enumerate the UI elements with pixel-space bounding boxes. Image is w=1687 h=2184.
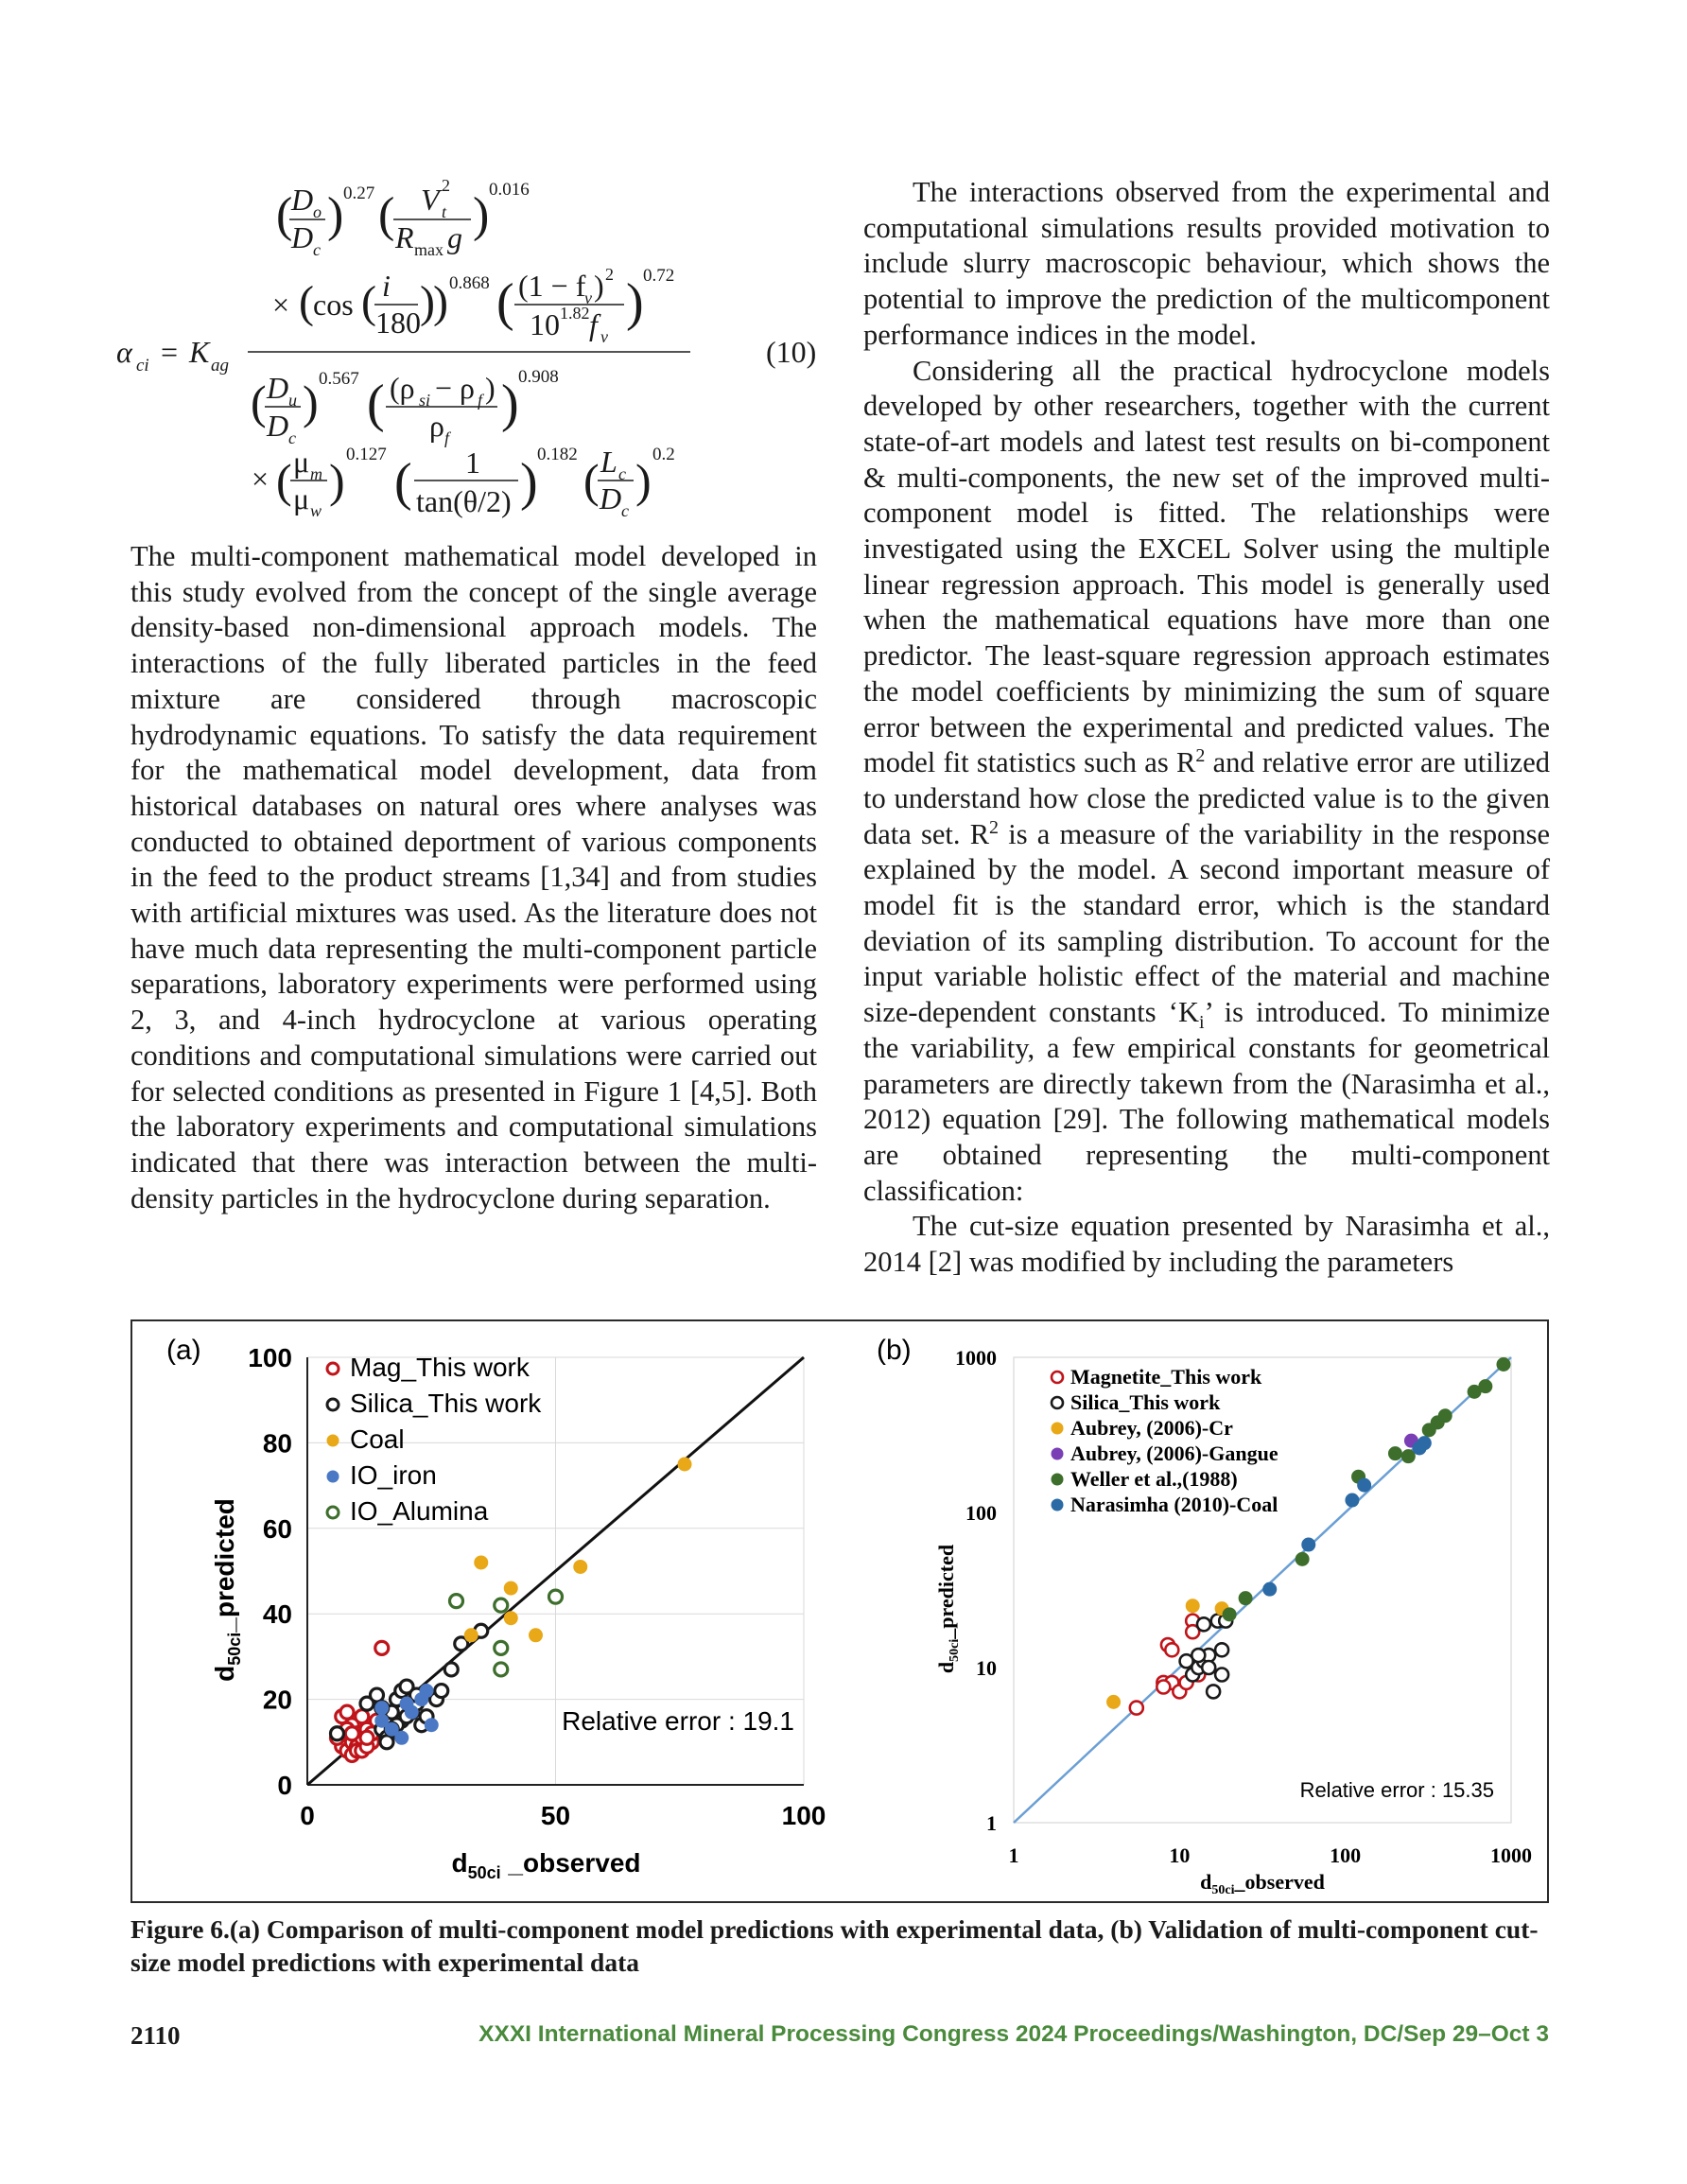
data-point-b xyxy=(1497,1358,1510,1372)
eq-fv2-sub: v xyxy=(600,327,608,346)
legend-label-b: Narasimha (2010)-Coal xyxy=(1070,1493,1278,1516)
right-paragraph-2 xyxy=(863,354,1550,1210)
data-point-b xyxy=(1157,1680,1170,1693)
y-tick-label: 0 xyxy=(277,1771,292,1800)
legend-marker-b xyxy=(1052,1423,1063,1434)
data-point-b xyxy=(1107,1695,1121,1708)
y-tick-label: 60 xyxy=(262,1513,292,1544)
eq-180: 180 xyxy=(375,306,421,340)
data-point-a xyxy=(400,1697,413,1710)
eq-mu-m: μ xyxy=(293,445,310,479)
data-point-b xyxy=(1191,1649,1205,1662)
data-point-a xyxy=(340,1705,354,1719)
data-point-a xyxy=(371,1688,384,1702)
eq-Vt: V xyxy=(421,183,440,217)
eq-Dc-sub: c xyxy=(288,428,296,447)
p2-part-d: ’ is introduced. To minimize the variability, a few empirical constants for geometrical parameters are directly takewn from the (Narasimha et al., 2012) equation [29]. The following mathematical models are obtained representing the multi-component classification: xyxy=(863,996,1551,1207)
data-point-a xyxy=(450,1595,463,1608)
equation-10 xyxy=(113,170,832,539)
legend-label-b: Weller et al.,(1988) xyxy=(1070,1467,1238,1491)
eq-paren: ) xyxy=(420,277,435,327)
legend-marker-a xyxy=(327,1471,339,1482)
legend-label-a: Coal xyxy=(350,1424,405,1454)
data-point-a xyxy=(495,1641,508,1654)
legend-marker-b xyxy=(1052,1474,1063,1485)
data-point-a xyxy=(380,1736,393,1749)
data-point-a xyxy=(345,1727,358,1740)
eq-paren: ) xyxy=(520,453,538,512)
left-paragraph: The multi-component mathematical model developed in this study evolved from the concept of the single average density-based non-dimensional approach models. The interactions of the fully liberated particles in the feed mixture are considered through macroscopic hydrodynamic equations. To satisfy the data requirement for the mathematical model development, data from historical databases on natural ores where analyses was conducted to obtained deportment of various components in the feed to the product streams [1,34] and from studies with artificial mixtures was used. As the literature does not have much data representing the multi-component particle separations, laboratory experiments were performed using 2, 3, and 4-inch hydrocyclone at various operating conditions and computational simulations were carried out for selected conditions as presented in Figure 1 [4,5]. Both the laboratory experiments and computational simulations indicated that there was interaction between the multi-density particles in the hydrocyclone during separation. xyxy=(130,540,817,1214)
data-point-a xyxy=(504,1612,517,1625)
y-axis-label-a: $d_{50ci}\_predicted$ xyxy=(210,1498,244,1682)
x-tick-label: 0 xyxy=(300,1801,315,1830)
legend-label-b: Silica_This work xyxy=(1070,1390,1221,1414)
eq-cos: cos xyxy=(313,288,354,322)
data-point-b xyxy=(1165,1643,1178,1656)
eq-paren: ) xyxy=(433,277,448,327)
p2-part-b: and relative error are utilized to understand how close the predicted value is to the given data set. R xyxy=(863,746,1550,850)
eq-exp: 0.127 xyxy=(346,445,387,464)
x-tick-label-b: 10 xyxy=(1169,1843,1191,1867)
data-point-b xyxy=(1239,1592,1252,1605)
eq-one-minus-fv: (1 − f xyxy=(518,269,586,303)
r2-superscript: 2 xyxy=(1195,745,1206,767)
data-point-b xyxy=(1479,1380,1492,1393)
data-point-b xyxy=(1417,1437,1431,1450)
data-point-b xyxy=(1296,1552,1309,1565)
legend-label-b: Aubrey, (2006)-Cr xyxy=(1070,1416,1233,1440)
legend-label-a: Mag_This work xyxy=(350,1353,530,1382)
data-point-b xyxy=(1223,1608,1236,1621)
x-tick-label: 100 xyxy=(781,1801,826,1830)
eq-Do-sub: o xyxy=(313,202,322,221)
data-point-a xyxy=(375,1702,389,1715)
eq-K-sub: ag xyxy=(211,356,229,376)
eq-rho-mid: − ρ xyxy=(435,371,476,405)
eq-paren: ) xyxy=(501,375,519,433)
data-point-a xyxy=(395,1731,409,1744)
data-point-a xyxy=(495,1663,508,1676)
eq-Vt-sup: 2 xyxy=(442,176,450,195)
data-point-a xyxy=(420,1685,433,1698)
data-point-a xyxy=(530,1629,543,1642)
ki-subscript: i xyxy=(1199,1012,1205,1034)
data-point-b xyxy=(1215,1643,1228,1656)
data-point-a xyxy=(475,1556,488,1569)
relative-error-a: Relative error : 19.1 xyxy=(562,1706,794,1736)
eq-paren: ) xyxy=(329,454,345,507)
legend-label-a: IO_Alumina xyxy=(350,1496,489,1526)
x-tick-label: 50 xyxy=(540,1801,571,1830)
x-tick-label-b: 1 xyxy=(1008,1843,1019,1867)
figure-6-svg xyxy=(132,1321,1547,1901)
legend-marker-a xyxy=(327,1507,339,1518)
y-tick-label-b: 1000 xyxy=(955,1346,997,1370)
eq-close: ) xyxy=(594,269,604,303)
data-point-b xyxy=(1302,1538,1315,1551)
eq-Dc-sub: c xyxy=(313,240,321,259)
eq-paren: ( xyxy=(299,277,314,327)
data-point-a xyxy=(464,1629,478,1642)
eq-Rmax-sub: max xyxy=(414,240,443,259)
eq-paren: ( xyxy=(583,454,600,507)
eq-Lc-sub: c xyxy=(618,464,626,483)
data-point-a xyxy=(549,1590,563,1603)
eq-Dc: D xyxy=(291,220,314,254)
eq-exp: 0.016 xyxy=(489,180,530,200)
y-tick-label: 80 xyxy=(262,1428,292,1459)
eq-exp: 0.27 xyxy=(343,183,375,203)
data-point-b xyxy=(1215,1669,1228,1682)
y-tick-label-b: 1 xyxy=(986,1811,997,1835)
y-tick-label-b: 100 xyxy=(965,1501,997,1525)
y-tick-label: 20 xyxy=(262,1685,292,1715)
data-point-b xyxy=(1130,1702,1143,1715)
eq-paren: ( xyxy=(361,277,376,327)
y-tick-label: 40 xyxy=(262,1599,292,1630)
eq-Do: D xyxy=(291,183,314,217)
eq-exp: 0.868 xyxy=(449,273,490,293)
eq-paren: ) xyxy=(626,273,644,332)
equation-number: (10) xyxy=(766,335,817,369)
eq-rho-den: ρ xyxy=(429,409,444,443)
data-point-b xyxy=(1197,1617,1210,1631)
eq-exp: 0.72 xyxy=(643,266,675,286)
eq-rho-num: (ρ xyxy=(390,371,415,405)
eq-paren: ( xyxy=(251,376,267,428)
eq-fv2: f xyxy=(589,307,598,341)
data-point-a xyxy=(356,1710,369,1723)
eq-Dc: D xyxy=(267,409,289,443)
eq-paren: ( xyxy=(276,454,292,507)
data-point-b xyxy=(1358,1478,1371,1492)
data-point-a xyxy=(425,1719,438,1732)
data-point-a xyxy=(574,1560,587,1573)
eq-paren: ( xyxy=(276,188,293,242)
data-point-a xyxy=(435,1685,448,1698)
data-point-b xyxy=(1401,1450,1415,1463)
eq-g: g xyxy=(447,220,462,254)
right-paragraph-3: The cut-size equation presented by Narasimha et al., 2014 [2] was modified by including the parameters xyxy=(863,1210,1550,1279)
x-axis-label-b: $d_{50ci}\_observed$ xyxy=(1200,1870,1325,1897)
data-point-b xyxy=(1431,1416,1444,1429)
data-point-b xyxy=(1202,1661,1215,1674)
legend-marker-b xyxy=(1052,1448,1063,1459)
eq-ten-exp: 1.82 xyxy=(560,304,590,323)
eq-equals: = xyxy=(161,335,179,369)
eq-paren: ) xyxy=(327,188,344,242)
y-tick-label: 100 xyxy=(248,1343,292,1372)
data-point-b xyxy=(1263,1582,1277,1596)
chart-b xyxy=(877,1335,1532,1897)
legend-marker-b xyxy=(1052,1499,1063,1511)
eq-paren: ( xyxy=(496,273,514,332)
r2-superscript: 2 xyxy=(989,816,1000,838)
eq-exp: 0.567 xyxy=(319,369,359,389)
eq-mu-w-sub: w xyxy=(310,501,322,520)
eq-K: K xyxy=(189,335,210,369)
eq-rho-f: f xyxy=(478,391,483,410)
left-column xyxy=(130,539,817,1216)
legend-marker-a xyxy=(327,1363,339,1374)
eq-times: × xyxy=(252,462,270,496)
p2-part-c: is a measure of the variability in the response explained by the model. A second important measure of model fit is the standard error, which is the standard deviation of its sampling distribution. To account for the input variable holistic effect of the material and machine size-dependent constants ‘K xyxy=(863,817,1551,1029)
legend-marker-b xyxy=(1052,1397,1063,1408)
eq-paren: ( xyxy=(394,453,412,512)
legend-label-b: Magnetite_This work xyxy=(1070,1365,1262,1389)
data-point-b xyxy=(1186,1599,1199,1613)
legend-label-a: Silica_This work xyxy=(350,1389,542,1418)
right-column xyxy=(863,175,1550,1281)
figure-caption: Figure 6.(a) Comparison of multi-component model predictions with experimental data, (b) Validation of multi-component cut-size model predictions with experimental data xyxy=(130,1914,1539,1977)
eq-Dc-sub: c xyxy=(621,501,629,520)
panel-label-a: (a) xyxy=(166,1335,201,1366)
eq-paren: ( xyxy=(378,188,395,242)
eq-sq-sup: 2 xyxy=(605,265,614,284)
eq-i: i xyxy=(382,269,391,303)
eq-mu-m-sub: m xyxy=(310,464,322,483)
eq-exp: 0.182 xyxy=(537,445,578,464)
legend-marker-b xyxy=(1052,1372,1063,1383)
eq-rho-close: ) xyxy=(485,371,496,405)
data-point-b xyxy=(1207,1685,1220,1698)
legend-label-a: IO_iron xyxy=(350,1460,437,1490)
eq-times: × xyxy=(272,288,290,322)
eq-exp: 0.2 xyxy=(652,445,675,464)
eq-paren: ) xyxy=(473,188,490,242)
eq-lhs: α xyxy=(116,335,132,369)
relative-error-b: Relative error : 15.35 xyxy=(1299,1778,1494,1802)
eq-tan: tan(θ/2) xyxy=(416,484,512,518)
data-point-a xyxy=(495,1599,508,1612)
eq-Lc: L xyxy=(600,445,617,479)
x-tick-label-b: 100 xyxy=(1330,1843,1362,1867)
chart-a xyxy=(166,1335,826,1882)
eq-Rmax: R xyxy=(395,220,414,254)
eq-Dc: D xyxy=(600,481,622,515)
page-number: 2110 xyxy=(130,2021,181,2050)
eq-Du-sub: u xyxy=(288,391,297,410)
eq-paren: ( xyxy=(367,375,385,433)
eq-paren: ) xyxy=(303,376,319,428)
data-point-a xyxy=(444,1663,458,1676)
eq-Vt-sub: t xyxy=(442,202,447,221)
p2-part-a: Considering all the practical hydrocyclone models developed by other researchers, together with the current state-of-art models and latest test results on bi-component & multi-components, the new set of the improved multi-component model is fitted. The relationships were investigated using the EXCEL Solver using the multiple linear regression approach. This model is generally used when the mathematical equations have more than one predictor. The least-square regression approach estimates the model coefficients by minimizing the sum of square error between the experimental and predicted values. The model fit statistics such as R xyxy=(863,354,1550,779)
eq-exp: 0.908 xyxy=(518,367,559,387)
right-paragraph-1: The interactions observed from the experimental and computational simulations results provided motivation to include slurry macroscopic behaviour, which shows the potential to improve the prediction of the multicomponent performance indices in the model. xyxy=(863,176,1550,351)
legend-label-b: Aubrey, (2006)-Gangue xyxy=(1070,1441,1278,1465)
eq-rho-den-sub: f xyxy=(444,428,450,447)
data-point-a xyxy=(375,1641,389,1654)
eq-mu-w: μ xyxy=(293,481,310,515)
panel-label-b: (b) xyxy=(877,1335,912,1366)
proceedings-footer: XXXI International Mineral Processing Congress 2024 Proceedings/Washington, DC/Sep 29–Oct 3 xyxy=(478,2021,1549,2047)
eq-rho-si: si xyxy=(419,391,431,410)
data-point-b xyxy=(1388,1447,1401,1460)
eq-Du: D xyxy=(267,371,289,405)
eq-one: 1 xyxy=(465,446,480,480)
figure-6 xyxy=(130,1319,1549,1903)
legend-marker-a xyxy=(327,1399,339,1410)
data-point-a xyxy=(360,1731,374,1744)
data-point-a xyxy=(678,1458,691,1471)
y-tick-label-b: 10 xyxy=(976,1656,997,1680)
data-point-b xyxy=(1346,1494,1359,1507)
eq-lhs-sub: ci xyxy=(136,356,149,376)
data-point-a xyxy=(331,1727,344,1740)
x-tick-label-b: 1000 xyxy=(1490,1843,1532,1867)
eq-paren: ) xyxy=(635,454,652,507)
y-axis-label-b: $d_{50ci}\_predicted$ xyxy=(934,1544,962,1674)
x-axis-label-a: $d_{50ci}$ _observed xyxy=(451,1848,641,1882)
eq-ten: 10 xyxy=(530,307,560,341)
eq-fv-sub: v xyxy=(584,288,592,307)
data-point-a xyxy=(504,1581,517,1595)
legend-marker-a xyxy=(327,1435,339,1446)
